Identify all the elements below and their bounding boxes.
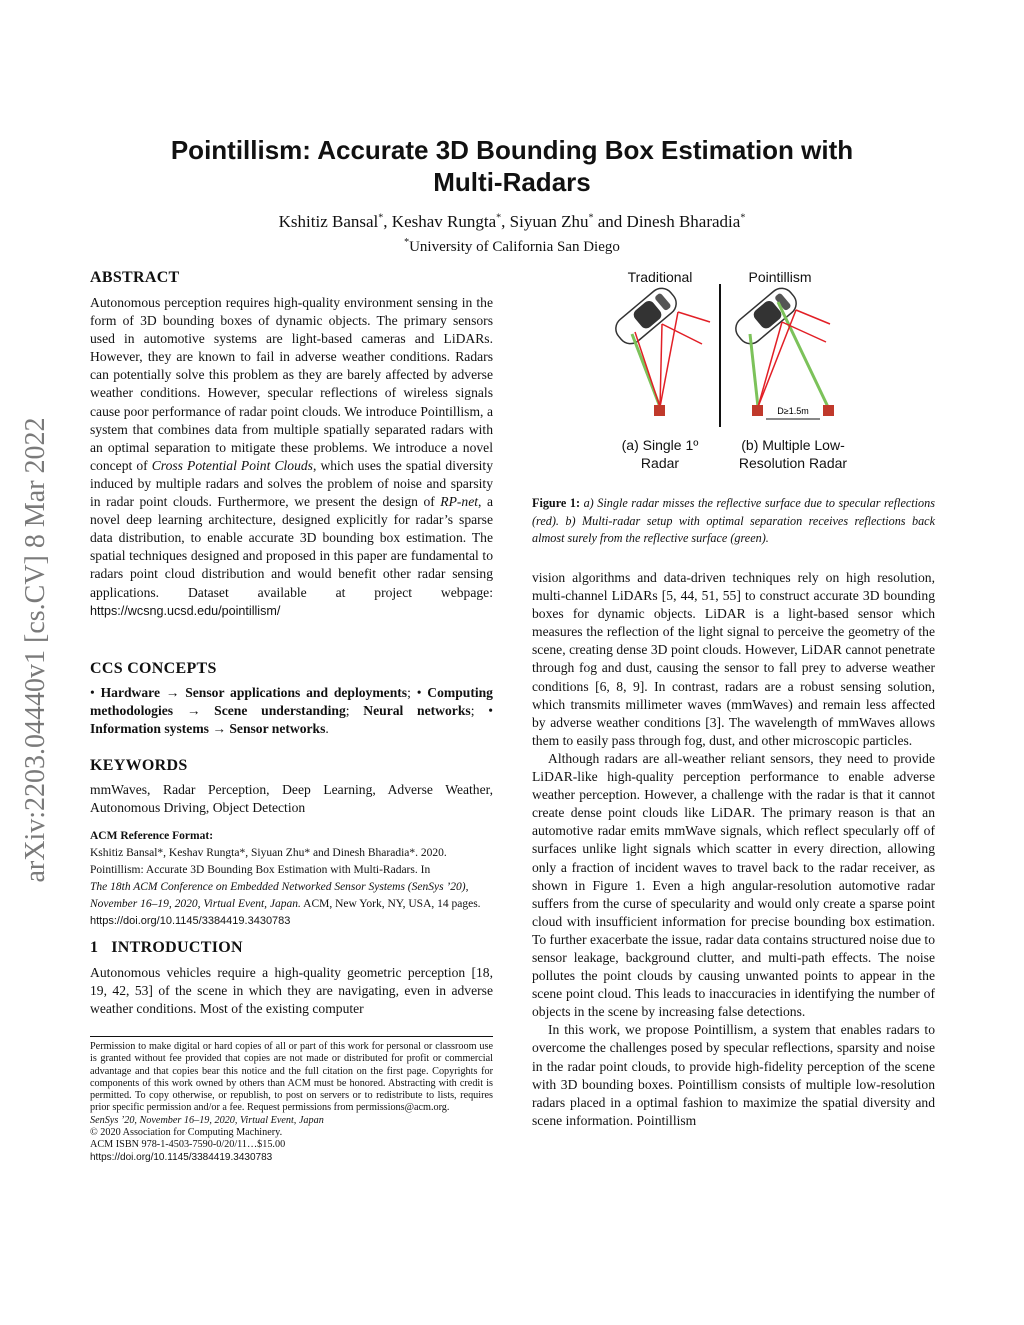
footnote-copyright: © 2020 Association for Computing Machinery. (90, 1127, 283, 1139)
intro-number: 1 (90, 939, 99, 956)
ccs-body (90, 684, 493, 738)
affiliation-mark: * (404, 237, 410, 248)
keywords-body: mmWaves, Radar Perception, Deep Learning, Adverse Weather, Autonomous Driving, Object Detection (90, 782, 493, 816)
author-1-mark: * (378, 212, 384, 224)
ccs-period: . (325, 721, 329, 737)
subcaption-a-line2: Radar (640, 455, 680, 471)
subcaption-b-line1: (b) Multiple Low- (741, 437, 845, 453)
abstract-text-a: Autonomous perception requires high-quality environment sensing in the form of 3D bounding boxes of dynamic objects. The primary sensors used in automotive systems are light-based cameras and LiDARs. However, they are known to fail in adverse weather conditions. Radars can potentially solve this problem as they are barely affected by adverse weather conditions. However, specular reflections of wireless signals cause poor performance of radar point clouds. We introduce Pointillism, a system that combines data from multiple spatially separated radars with an optimal separation to mitigate these problems. We introduce a novel concept of (90, 295, 493, 473)
figure-1-diagram (590, 262, 920, 477)
author-list (100, 212, 924, 232)
abstract-term-rpnet: RP-net (440, 494, 479, 510)
author-sep-1: , (383, 212, 392, 231)
acm-ref-pub: ACM, New York, NY, USA, 14 pages. (300, 898, 481, 910)
figure-1-caption (532, 495, 935, 548)
abstract-heading: ABSTRACT (90, 269, 180, 286)
affiliation (100, 237, 924, 256)
ccs-semi-3: ; (470, 703, 475, 719)
acm-ref-heading: ACM Reference Format: (90, 830, 214, 842)
author-1: Kshitiz Bansal (278, 212, 379, 231)
fig-label-traditional: Traditional (627, 269, 693, 285)
author-4-mark: * (740, 212, 746, 224)
radar-left-icon (654, 405, 665, 416)
abstract-body (90, 294, 493, 620)
author-2-mark: * (496, 212, 502, 224)
acm-ref-title: Pointillism: Accurate 3D Bounding Box Estimation with Multi-Radars. In (90, 864, 431, 876)
intro-title: INTRODUCTION (111, 939, 243, 956)
author-2: Keshav Rungta (391, 212, 497, 231)
ccs-arrow-1: → (165, 685, 180, 700)
intro-paragraph-3: In this work, we propose Pointillism, a system that enables radars to overcome the challenges posed by specular reflections, sparsity and noise in the radar point clouds, to provide high-fidelity perception of the scene with 3D bounding boxes. Pointillism consists of multiple low-resolution radars placed in a optimal fashion to maximize the spatial diversity and scene information. Pointillism (532, 1022, 935, 1128)
ccs-info-systems: Information systems (90, 721, 209, 737)
car-right-icon (731, 283, 801, 348)
author-4: Dinesh Bharadia (626, 212, 741, 231)
ccs-bullet-1: • (90, 685, 95, 700)
ccs-semi-2: ; (345, 703, 350, 719)
intro-paragraph-1-cont: vision algorithms and data-driven techniques rely on high resolution, multi-channel LiDARs [5, 44, 51, 55] to construct accurate 3D bounding boxes for dynamic objects. LiDAR is a light-based sensor which measures the reflection of the light signal to perceive the geometry of the scene, creating dense 3D point clouds. However, LiDAR cannot penetrate through fog and dust, causing the sensor to fall prey to adverse weather conditions [6, 8, 9]. In contrast, radars are a robust sensing solution, which transmits millimeter waves (mmWaves) and remain less affected by adverse weather conditions [3]. The wavelength of mmWaves allows them to easily pass through fog, dust, and other microscopic particles. (532, 570, 935, 748)
radar-right-2-icon (823, 405, 834, 416)
footnote-conference: SenSys ’20, November 16–19, 2020, Virtual Event, Japan (90, 1114, 324, 1126)
title-line-1: Pointillism: Accurate 3D Bounding Box Estimation with (170, 135, 854, 165)
figure-1 (590, 262, 890, 477)
red-ray-left-5 (678, 312, 710, 322)
ccs-sensor-apps: Sensor applications and deployments (185, 685, 408, 700)
footnote (90, 1041, 493, 1164)
ccs-bullet-2: • (416, 685, 422, 700)
ccs-computing: Computing methodologies (90, 685, 493, 719)
acm-ref-doi-link[interactable]: https://doi.org/10.1145/3384419.3430783 (90, 915, 291, 927)
ccs-arrow-2: → (186, 703, 201, 719)
author-sep-3: and (593, 212, 627, 231)
red-ray-left-4 (660, 312, 678, 407)
radar-right-1-icon (752, 405, 763, 416)
red-ray-left-1 (635, 332, 660, 407)
footnote-divider (90, 1036, 493, 1037)
acm-ref-venue: The 18th ACM Conference on Embedded Networked Sensor Systems (SenSys ’20), November 16–19, 2020, Virtual Event, Japan. (90, 881, 469, 910)
intro-paragraph-1: Autonomous vehicles require a high-quality geometric perception [18, 19, 42, 53] of the scene in which they are navigating, even in adverse weather conditions. Most of the existing computer (90, 965, 493, 1017)
footnote-doi[interactable]: https://doi.org/10.1145/3384419.3430783 (90, 1151, 273, 1163)
author-3: Siyuan Zhu (509, 212, 589, 231)
acm-reference (90, 828, 493, 930)
ccs-scene-understanding: Scene understanding (214, 703, 346, 719)
abstract-text-e: , a novel deep learning architecture, designed explicitly for radar’s sparse data distribution, to enable accurate 3D bounding box estimation. The spatial techniques designed and proposed in this paper are fundamental to radars point cloud distribution and would benefit other radar sensing applications. Dataset available at project webpage: (90, 494, 493, 600)
ccs-bullet-3: • (488, 703, 493, 719)
arxiv-id: arXiv:2203.04440v1 [cs.CV] 8 Mar 2022 (20, 417, 51, 883)
red-ray-right-4 (796, 310, 830, 324)
author-3-mark: * (588, 212, 594, 224)
ccs-heading: CCS CONCEPTS (90, 660, 217, 677)
car-left-icon (611, 283, 681, 348)
abstract-term-cross-potential: Cross Potential Point Clouds (151, 457, 313, 473)
affiliation-text: University of California San Diego (409, 239, 620, 255)
red-ray-right-2 (782, 322, 826, 342)
abstract-text-c: , which uses the spatial diversity induced by multiple radars and solves the problem of noise and sparsity in radar point clouds. Furthermore, we present the design of (90, 457, 494, 510)
caption-label: Figure 1: (532, 496, 581, 510)
arxiv-sidebar-stamp (6, 350, 66, 950)
intro-heading (90, 939, 493, 957)
red-ray-left-3 (662, 324, 702, 344)
ccs-sensor-networks: Sensor networks (229, 721, 326, 737)
subcaption-a-line1: (a) Single 1º (621, 437, 699, 453)
paper-title (100, 134, 924, 198)
dataset-url-link[interactable]: https://wcsng.ucsd.edu/pointillism/ (90, 603, 281, 618)
green-ray-right-1 (750, 334, 758, 407)
ccs-arrow-3: → (212, 721, 226, 737)
title-line-2: Multi-Radars (433, 167, 591, 197)
author-sep-2: , (501, 212, 510, 231)
ccs-hardware: Hardware (100, 685, 160, 700)
keywords-heading: KEYWORDS (90, 757, 188, 774)
distance-label: D≥1.5m (777, 406, 809, 416)
caption-text: a) Single radar misses the reflective surface due to specular reflections (red). b) Multi-radar setup with optimal separation receives reflections back almost surely from the reflective surface (green). (532, 496, 935, 545)
acm-ref-authors: Kshitiz Bansal*, Keshav Rungta*, Siyuan Zhu* and Dinesh Bharadia*. 2020. (90, 847, 447, 859)
ccs-neural-networks: Neural networks (363, 703, 471, 719)
green-ray-right-2 (778, 302, 828, 407)
ccs-semi-1: ; (407, 685, 411, 700)
right-column-body (532, 569, 935, 1130)
permission-notice: Permission to make digital or hard copies of all or part of this work for personal or classroom use is granted without fee provided that copies are not made or distributed for profit or commercial advantage and that copies bear this notice and the full citation on the first page. Copyrights for components of this work owned by others than ACM must be honored. Abstracting with credit is permitted. To copy otherwise, or republish, to post on servers or to redistribute to lists, requires prior specific permission and/or a fee. Request permissions from permissions@acm.org. (90, 1041, 493, 1114)
intro-paragraph-2: Although radars are all-weather reliant sensors, they need to provide LiDAR-like high-quality perception performance to enable adverse weather perception. However, a challenge with the radar is that it cannot create dense point clouds like LiDAR. The primary reason is that an automotive radar emits mmWave signals, which reflect specularly off of surfaces unlike light signals which scatter in every direction, allowing only a fraction of incident waves to travel back to the radar receiver, as shown in Figure 1. Even a high angular-resolution automotive radar suffers from the curse of specularity and would only create a sparse point cloud with insufficient information for precise bounding box estimation. To further exacerbate the issue, radar data contains structured noise due to sensor leakage, background clutter, and multi-path effects. The noise pollutes the point clouds by causing unwanted points to appear in the scene point cloud. This leads to inaccuracies in identifying the number of objects in the scene by increasing false detections. (532, 750, 935, 1020)
subcaption-b-line2: Resolution Radar (738, 455, 848, 471)
fig-label-pointillism: Pointillism (748, 269, 812, 285)
footnote-isbn: ACM ISBN 978-1-4503-7590-0/20/11…$15.00 (90, 1139, 286, 1151)
